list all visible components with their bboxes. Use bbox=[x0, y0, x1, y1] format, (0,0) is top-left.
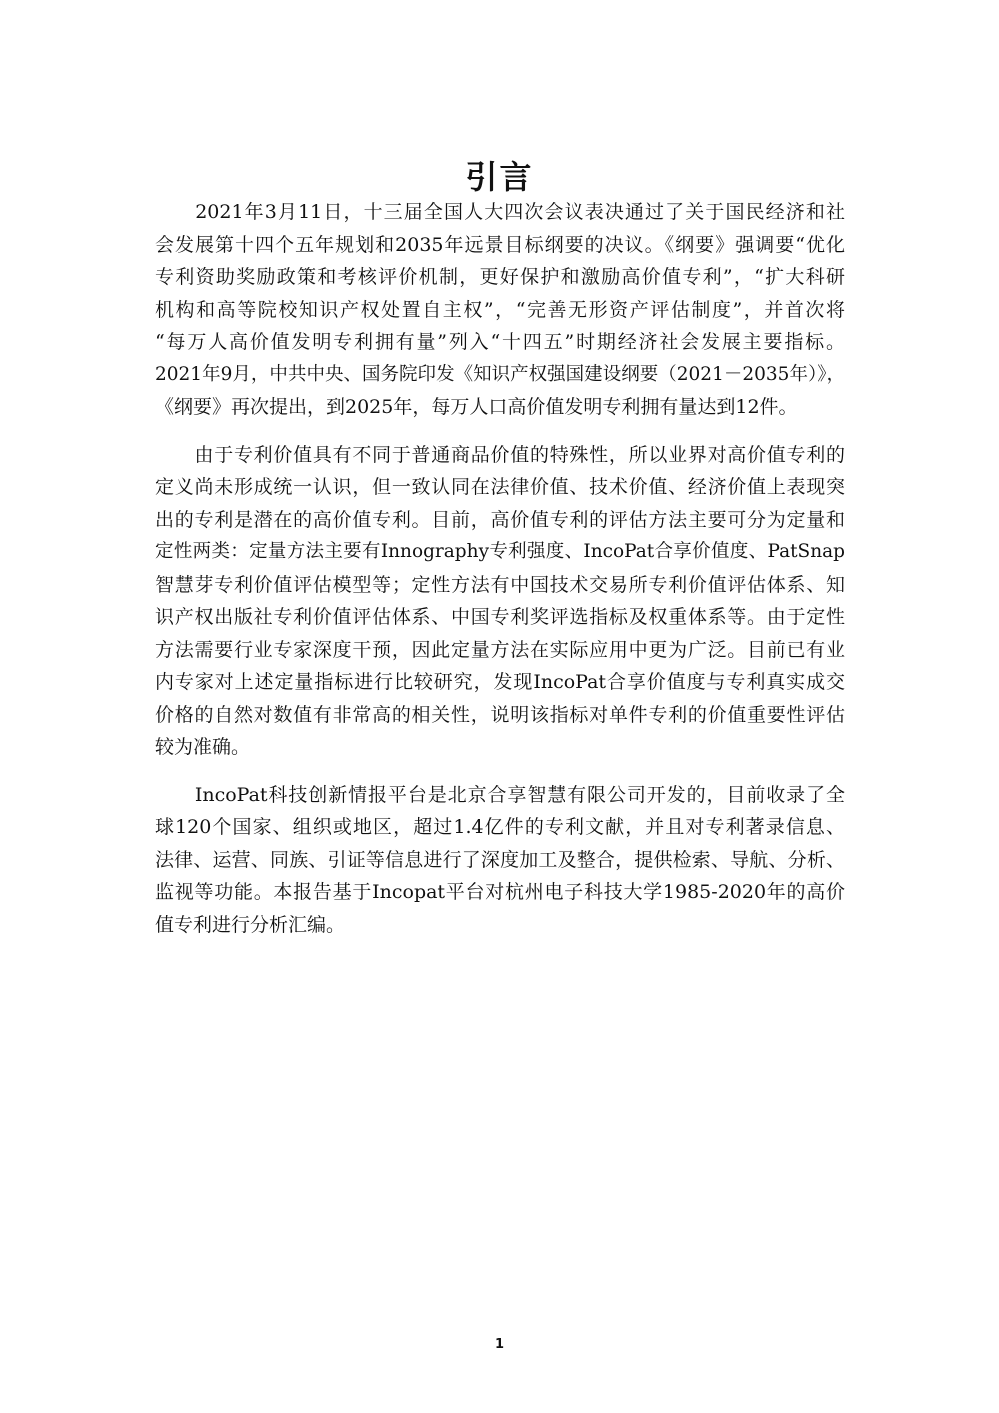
text-line: 由于专利价值具有不同于普通商品价值的特殊性，所以业界对高价值专利的 bbox=[155, 443, 845, 466]
text-line: 机构和高等院校知识产权处置自主权”，“完善无形资产评估制度”，并首次将 bbox=[155, 298, 845, 321]
text-line: 内专家对上述定量指标进行比较研究，发现IncoPat合享价值度与专利真实成交 bbox=[155, 671, 845, 693]
text-line: 价格的自然对数值有非常高的相关性，说明该指标对单件专利的价值重要性评估 bbox=[155, 703, 845, 726]
text-line: 出的专利是潜在的高价值专利。目前，高价值专利的评估方法主要可分为定量和 bbox=[155, 508, 845, 531]
text-line: 定义尚未形成统一认识，但一致认同在法律价值、技术价值、经济价值上表现突 bbox=[155, 476, 845, 498]
text-line: “每万人高价值发明专利拥有量”列入“十四五”时期经济社会发展主要指标。 bbox=[155, 331, 845, 353]
text-line: 球120个国家、组织或地区，超过1.4亿件的专利文献，并且对专利著录信息、 bbox=[155, 816, 845, 838]
text-line: IncoPat科技创新情报平台是北京合享智慧有限公司开发的，目前收录了全 bbox=[155, 783, 845, 806]
paragraph-3 bbox=[155, 779, 845, 942]
text-line: 方法需要行业专家深度干预，因此定量方法在实际应用中更为广泛。目前已有业 bbox=[155, 638, 845, 661]
text-line: 2021年3月11日，十三届全国人大四次会议表决通过了关于国民经济和社 bbox=[155, 201, 845, 223]
document-body bbox=[155, 196, 845, 956]
page-number: 1 bbox=[494, 1337, 505, 1352]
text-line: 法律、运营、同族、引证等信息进行了深度加工及整合，提供检索、导航、分析、 bbox=[155, 848, 845, 871]
page-title: 引言 bbox=[465, 158, 534, 197]
text-line: 值专利进行分析汇编。 bbox=[155, 913, 346, 936]
text-line: 专利资助奖励政策和考核评价机制，更好保护和激励高价值专利”，“扩大科研 bbox=[155, 266, 845, 288]
text-line: 较为准确。 bbox=[155, 736, 251, 758]
paragraph-2 bbox=[155, 439, 845, 764]
paragraph-1 bbox=[155, 196, 845, 424]
text-line: 识产权出版社专利价值评估体系、中国专利奖评选指标及权重体系等。由于定性 bbox=[155, 606, 845, 628]
text-line: 2021年9月，中共中央、国务院印发《知识产权强国建设纲要（2021－2035年）》， bbox=[155, 363, 845, 385]
text-line: 定性两类：定量方法主要有Innography专利强度、IncoPat合享价值度、PatSnap bbox=[155, 541, 845, 562]
text-line: 智慧芽专利价值评估模型等；定性方法有中国技术交易所专利价值评估体系、知 bbox=[155, 573, 845, 596]
text-line: 《纲要》再次提出，到2025年，每万人口高价值发明专利拥有量达到12件。 bbox=[155, 396, 798, 418]
text-line: 监视等功能。本报告基于Incopat平台对杭州电子科技大学1985-2020年的高价 bbox=[155, 881, 845, 903]
text-line: 会发展第十四个五年规划和2035年远景目标纲要的决议。《纲要》强调要“优化 bbox=[155, 233, 845, 256]
